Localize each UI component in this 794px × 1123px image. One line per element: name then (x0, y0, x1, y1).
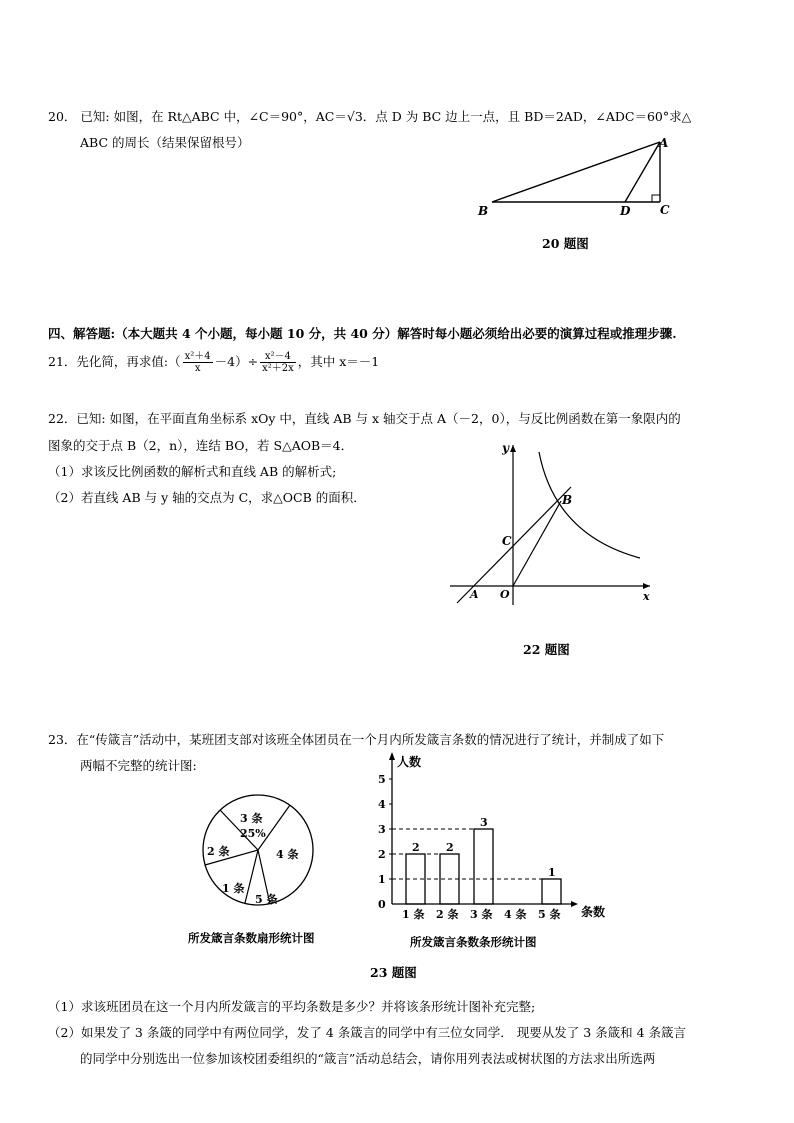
pie-label-2: 2 条 (207, 845, 230, 858)
x-tick-label: 5 条 (538, 908, 561, 921)
q20-line2: ABC 的周长（结果保留根号） (80, 135, 250, 150)
x-tick-label: 1 条 (402, 908, 425, 921)
q23-part2: （2）如果发了 3 条箴的同学中有两位同学，发了 4 条箴言的同学中有三位女同学． 现要从发了 3 条箴和 4 条箴言 (48, 1025, 687, 1040)
y-axis-arrow (389, 752, 395, 760)
q22-part1: （1）求该反比例函数的解析式和直线 AB 的解析式; (48, 464, 337, 479)
q22-coordinate-figure (445, 440, 655, 610)
q21-frac1-num: x²＋4 (184, 351, 211, 362)
bar-data-label: 3 (480, 816, 488, 829)
q20-label-a: A (659, 136, 669, 150)
y-tick-label: 2 (378, 848, 386, 861)
pie-label-5: 5 条 (255, 893, 278, 906)
y-tick-label: 4 (378, 798, 386, 811)
q20-triangle-figure (470, 135, 670, 218)
pie-label-1: 1 条 (222, 882, 245, 895)
q20-label-c: C (660, 203, 670, 217)
pie-label-25pct: 25% (240, 827, 266, 840)
q23-caption: 23 题图 (370, 965, 417, 980)
section4-heading: 四、解答题:（本大题共 4 个小题，每小题 10 分，共 40 分）解答时每小题必须给出必要的演算过程或推理步骤. (48, 326, 677, 341)
q22-part2: （2）若直线 AB 与 y 轴的交点为 C，求△OCB 的面积． (48, 490, 366, 505)
q22-label-o: O (500, 588, 510, 601)
q22-label-a: A (470, 588, 479, 601)
x-tick-label: 3 条 (470, 908, 493, 921)
q20-line1: 20． 已知: 如图，在 Rt△ABC 中，∠C＝90°，AC＝√3．点 D 为 BC 边上一点，且 BD＝2AD，∠ADC＝60°求△ (48, 109, 692, 124)
bar (542, 879, 561, 904)
q22-line1: 22．已知: 如图，在平面直角坐标系 xOy 中，直线 AB 与 x 轴交于点 A（－2，0），与反比例函数在第一象限内的 (48, 411, 681, 426)
q22-caption: 22 题图 (523, 642, 570, 657)
x-axis-arrow (571, 901, 578, 907)
q22-label-b: B (562, 493, 573, 507)
q23-part1: （1）求该班团员在这一个月内所发箴言的平均条数是多少？并将该条形统计图补充完整; (48, 999, 536, 1014)
q21-frac1-den: x (194, 363, 201, 374)
y-tick-label: 3 (378, 823, 386, 836)
bar-data-label: 1 (548, 866, 556, 879)
q21-prefix: 21．先化简，再求值:（ (48, 354, 181, 369)
bar-caption: 所发箴言条数条形统计图 (410, 935, 537, 949)
x-axis-label: 条数 (581, 905, 606, 919)
q22-line2: 图象的交于点 B（2，n），连结 BO，若 S△AOB＝4． (48, 438, 354, 453)
q21-middle: －4）÷ (214, 354, 259, 369)
q21-frac2-num: x²－4 (260, 351, 296, 363)
q21-fraction-1 (183, 351, 213, 374)
q23-bar-chart (362, 752, 622, 927)
q22-label-y: y (502, 441, 509, 455)
q23-pie-chart (200, 790, 320, 910)
y-tick-label: 5 (378, 773, 386, 786)
q21-frac2-den: x²＋2x (262, 363, 294, 374)
y-tick-label: 0 (378, 898, 386, 911)
q20-label-b: B (478, 204, 489, 218)
x-tick-label: 2 条 (436, 908, 459, 921)
q21-fraction-2 (260, 351, 296, 374)
q23-part3: 的同学中分别选出一位参加该校团委组织的“箴言”活动总结会，请你用列表法或树状图的方法求出所选两 (80, 1051, 656, 1066)
x-tick-label: 4 条 (504, 908, 527, 921)
q22-label-x: x (643, 590, 650, 603)
q20-caption: 20 题图 (542, 236, 589, 251)
q23-line2: 两幅不完整的统计图: (80, 758, 197, 773)
q22-label-c: C (502, 534, 512, 548)
y-tick-label: 1 (378, 873, 386, 886)
bar-data-label: 2 (412, 841, 420, 854)
bar-data-label: 2 (446, 841, 454, 854)
y-axis-label: 人数 (397, 755, 422, 769)
q21-suffix: ，其中 x＝－1 (297, 354, 380, 369)
bar (474, 829, 493, 904)
q20-label-d: D (620, 204, 631, 218)
q23-line1: 23．在“传箴言”活动中，某班团支部对该班全体团员在一个月内所发箴言条数的情况进行了统计，并制成了如下 (48, 732, 665, 747)
pie-label-4: 4 条 (276, 848, 299, 861)
q21-expression (48, 348, 379, 376)
pie-caption: 所发箴言条数扇形统计图 (188, 931, 315, 945)
pie-label-3: 3 条 (240, 812, 263, 825)
